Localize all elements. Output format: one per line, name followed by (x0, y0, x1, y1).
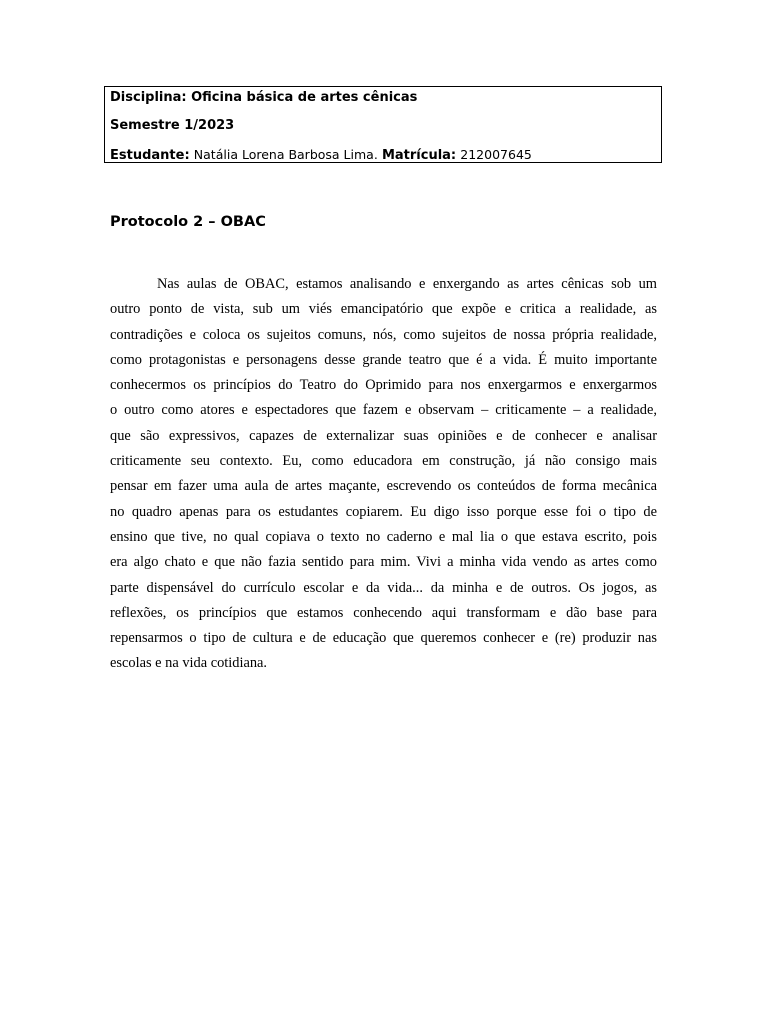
paragraph-line: no quadro apenas para os estudantes copiarem. Eu digo isso porque esse foi o tipo de (110, 503, 657, 520)
discipline-line: Disciplina: Oficina básica de artes cênicas (110, 90, 418, 105)
semester-line: Semestre 1/2023 (110, 118, 235, 133)
paragraph-line: repensarmos o tipo de cultura e de educação que queremos conhecer e (re) produzir nas (110, 630, 657, 647)
student-name: Natália Lorena Barbosa Lima. (193, 147, 378, 162)
paragraph-line: ensino que tive, no qual copiava o texto no caderno e mal lia o que estava escrito, pois (110, 528, 657, 545)
paragraph-line: que são expressivos, capazes de externalizar suas opiniões e de conhecer e analisar (110, 427, 657, 444)
paragraph-line: o outro como atores e espectadores que fazem e observam – criticamente – a realidade, (110, 402, 657, 419)
paragraph-line: conhecermos os princípios do Teatro do Oprimido para nos enxergarmos e enxergarmos (110, 377, 657, 394)
student-label: Estudante: (110, 148, 190, 163)
paragraph-line: parte dispensável do currículo escolar e da vida... da minha e de outros. Os jogos, as (110, 579, 657, 596)
paragraph-line: reflexões, os princípios que estamos conhecendo aqui transformam e dão base para (110, 604, 657, 621)
paragraph-line: como protagonistas e personagens desse grande teatro que é a vida. É muito importante (110, 351, 657, 368)
paragraph-line: contradições e coloca os sujeitos comuns, nós, como sujeitos de nossa própria realidade, (110, 326, 657, 343)
paragraph-line: Nas aulas de OBAC, estamos analisando e enxergando as artes cênicas sob um (157, 276, 657, 292)
paragraph-line: outro ponto de vista, sub um viés emancipatório que expõe e critica a realidade, as (110, 301, 657, 318)
body-paragraph (110, 272, 657, 677)
document-title: Protocolo 2 – OBAC (110, 214, 266, 230)
paragraph-line: pensar em fazer uma aula de artes maçante, escrevendo os conteúdos de forma mecânica (110, 478, 657, 495)
registration-value: 212007645 (460, 147, 532, 162)
paragraph-line: era algo chato e que não fazia sentido para mim. Vivi a minha vida vendo as artes como (110, 554, 657, 571)
paragraph-line: escolas e na vida cotidiana. (110, 655, 268, 672)
registration-label: Matrícula: (381, 148, 457, 163)
header-info-box (104, 86, 662, 163)
student-line (110, 148, 532, 163)
paragraph-line: criticamente seu contexto. Eu, como educadora em construção, já não consigo mais (110, 453, 657, 470)
